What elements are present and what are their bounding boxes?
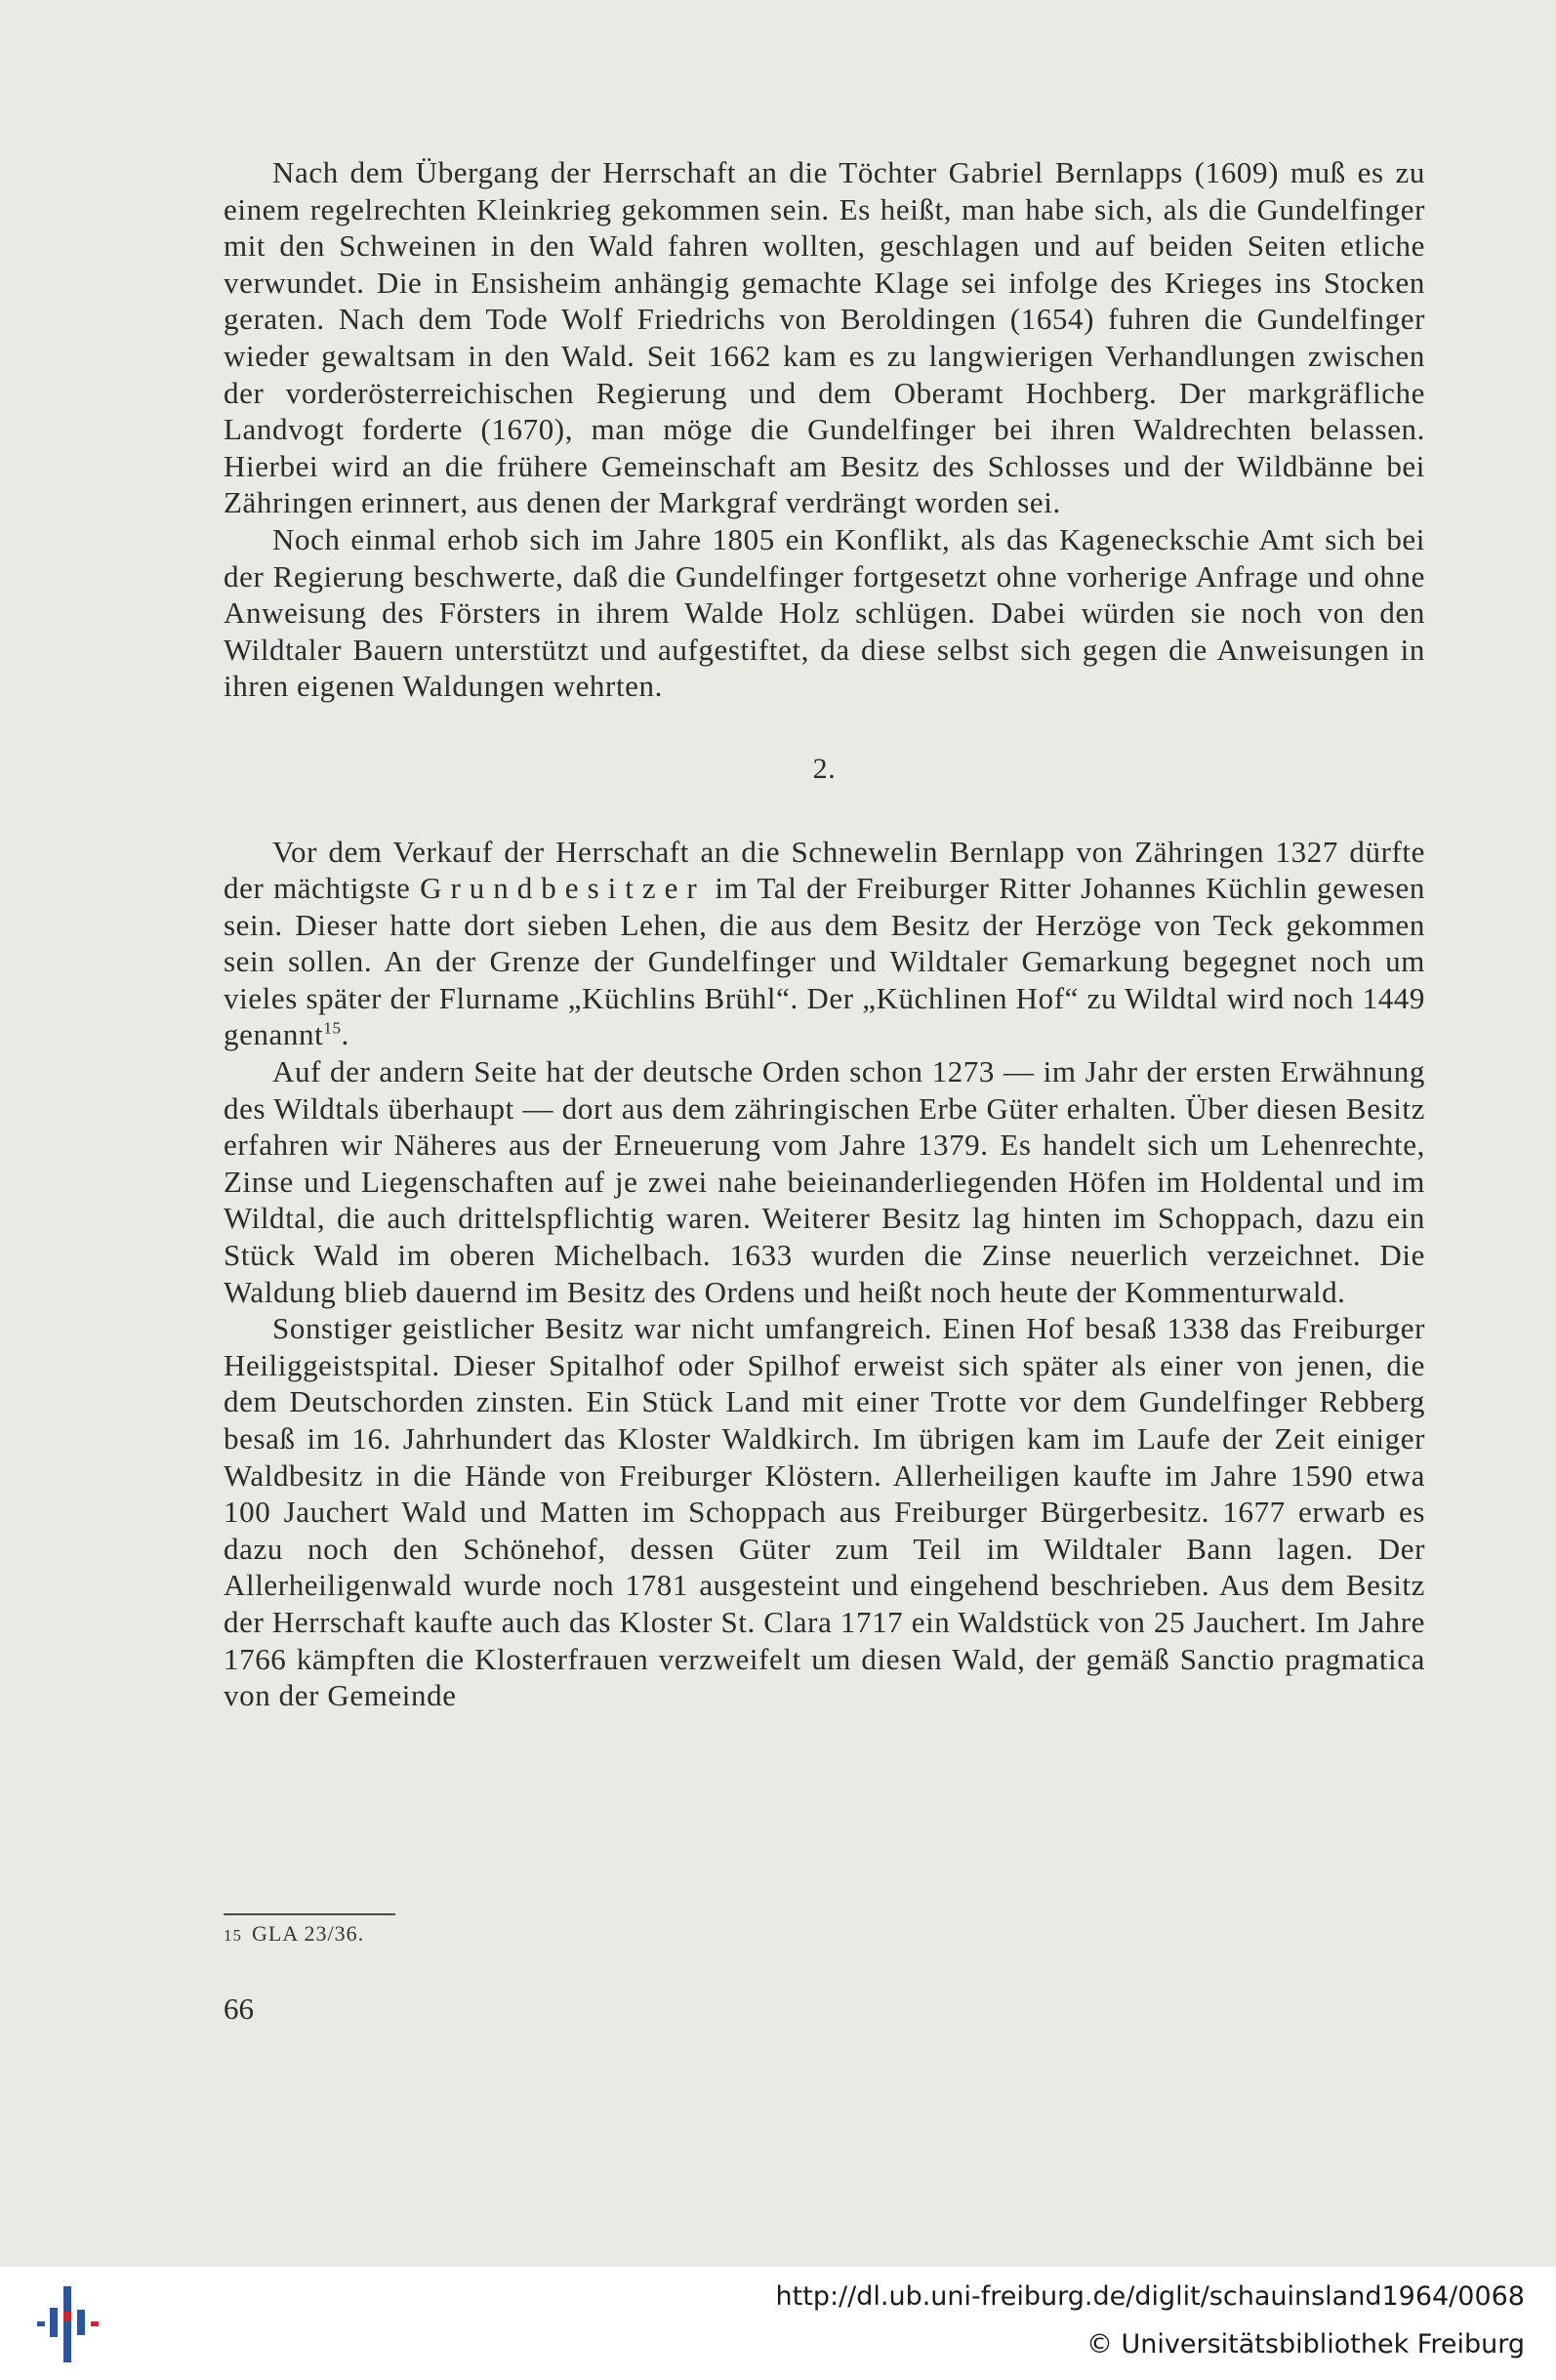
ub-freiburg-logo-icon[interactable] [37,2282,100,2364]
page-number: 66 [224,1991,254,2026]
section-heading: 2. [812,752,837,785]
paragraph-3-spaced-term: Grundbesitzer [420,871,706,906]
body-text [224,154,1425,1714]
paragraph-3-start: Vor dem Verkauf der Herrschaft an die Schnewelin Bernlapp von Zähringen 1327 dürfte der mächtigste [224,834,1425,906]
paragraph-5: Sonstiger geistlicher Besitz war nicht umfangreich. Einen Hof besaß 1338 das Freiburger Heiliggeistspital. Dieser Spitalhof oder Spilhof erweist sich später als einer von jenen, die dem Deutschorden zinsten. Ein Stück Land mit einer Trotte vor dem Gundelfinger Rebberg besaß im 16. Jahrhundert das Kloster Waldkirch. Im übrigen kam im Laufe der Zeit einiger Waldbesitz in die Hände von Freiburger Klöstern. Allerheiligen kaufte im Jahre 1590 etwa 100 Jauchert Wald und Matten im Schoppach aus Freiburger Bürgerbesitz. 1677 erwarb es dazu noch den Schönehof, dessen Güter zum Teil im Wildtaler Bann lagen. Der Allerheiligenwald wurde noch 1781 ausgesteint und eingehend beschrieben. Aus dem Besitz der Herrschaft kaufte auch das Kloster St. Clara 1717 ein Waldstück von 25 Jauchert. Im Jahre 1766 kämpften die Klosterfrauen verzweifelt um diesen Wald, der gemäß Sanctio pragmatica von der Gemeinde [224,1311,1425,1713]
footnote-number: 15 [224,1926,242,1945]
paragraph-1: Nach dem Übergang der Herrschaft an die Töchter Gabriel Bernlapps (1609) muß es zu einem regelrechten Kleinkrieg gekommen sein. Es heißt, man habe sich, als die Gundelfinger mit den Schweinen in den Wald fahren wollten, geschlagen und auf beiden Seiten etliche verwundet. Die in Ensisheim anhängig gemachte Klage sei infolge des Krieges ins Stocken geraten. Nach dem Tode Wolf Friedrichs von Beroldingen (1654) fuhren die Gundelfinger wieder gewaltsam in den Wald. Seit 1662 kam es zu langwierigen Verhandlungen zwischen der vorderösterreichischen Regierung und dem Oberamt Hochberg. Der markgräfliche Landvogt forderte (1670), man möge die Gundelfinger bei ihren Waldrechten belassen. Hierbei wird an die frühere Gemeinschaft am Besitz des Schlosses und der Wildbänne bei Zähringen erinnert, aus denen der Markgraf verdrängt worden sei. [224,155,1425,520]
footnote-divider [224,1913,395,1915]
copyright-notice: © Universitätsbibliothek Freiburg [1085,2329,1525,2359]
paragraph-3-middle: im Tal der Freiburger Ritter Johannes Küchlin gewesen sein. Dieser hatte dort sieben Lehen, die aus dem Besitz der Herzöge von Teck gekommen sein sollen. An der Grenze der Gundelfinger und Wildtaler Gemarkung begegnet noch um vieles später der Flurname „Küchlins Brühl“. Der „Küchlinen Hof“ zu Wildtal wird noch 1449 genannt [224,871,1425,1052]
paragraph-4: Auf der andern Seite hat der deutsche Orden schon 1273 — im Jahr der ersten Erwähnung des Wildtals überhaupt — dort aus dem zähringischen Erbe Güter erhalten. Über diesen Besitz erfahren wir Näheres aus der Erneuerung vom Jahre 1379. Es handelt sich um Lehenrechte, Zinse und Liegenschaften auf je zwei nahe beieinanderliegenden Höfen im Holdental und im Wildtal, die auch drittelspflichtig waren. Weiterer Besitz lag hinten im Schoppach, dazu ein Stück Wald im oberen Michelbach. 1633 wurden die Zinse neuerlich verzeichnet. Die Waldung blieb dauernd im Besitz des Ordens und heißt noch heute der Kommenturwald. [224,1054,1425,1309]
footnote-text: GLA 23/36. [252,1921,365,1946]
paragraph-2: Noch einmal erhob sich im Jahre 1805 ein Konflikt, als das Kageneckschie Amt sich bei der Regierung beschwerte, daß die Gundelfinger fortgesetzt ohne vorherige Anfrage und ohne Anweisung des Försters in ihrem Walde Holz schlügen. Dabei würden sie noch von den Wildtaler Bauern unterstützt und aufgestiftet, da diese selbst sich gegen die Anweisungen in ihren eigenen Waldungen wehrten. [224,521,1425,704]
source-url-link[interactable]: http://dl.ub.uni-freiburg.de/diglit/schauinsland1964/0068 [775,2281,1525,2312]
paragraph-3 [224,834,1425,1054]
footnote-reference[interactable]: 15 [323,1019,342,1039]
paragraph-3-end: . [341,1017,349,1052]
footnote [224,1921,364,1947]
